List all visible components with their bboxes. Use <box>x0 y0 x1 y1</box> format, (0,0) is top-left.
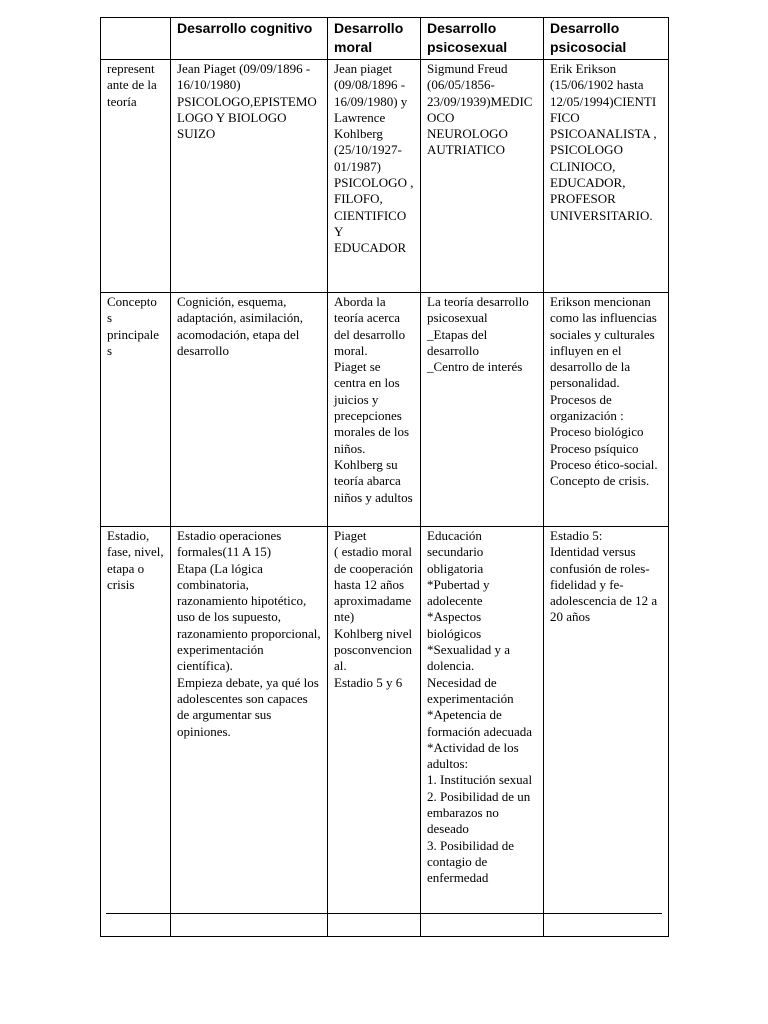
cell-text: Erik Erikson (15/06/1902 hasta 12/05/1994)CIENTIFICO PSICOANALISTA , PSICOLOGO CLINIOCO, EDUCADOR, PROFESOR UNIVERSITARIO. <box>550 61 657 223</box>
table-cell <box>171 293 328 527</box>
table-row <box>101 60 669 293</box>
table-cell <box>544 293 669 527</box>
cell-text: Jean Piaget (09/09/1896 - 16/10/1980) PSICOLOGO,EPISTEMOLOGO Y BIOLOGO SUIZO <box>177 61 317 142</box>
row-label-cell <box>101 60 171 293</box>
table-cell <box>328 527 421 937</box>
table-cell <box>544 527 669 937</box>
cell-text: Erikson mencionan como las influencias sociales y culturales influyen en el desarrollo de la personalidad. Procesos de organización : Proceso biológico Proceso psíquico Proceso ético-social. Concepto de crisis. <box>550 294 658 489</box>
header-cell-cognitivo: Desarrollo cognitivo <box>171 18 328 60</box>
cell-text: Jean piaget (09/08/1896 - 16/09/1980) y Lawrence Kohlberg (25/10/1927-01/1987) PSICOLOGO , FILOFO, CIENTIFICO Y EDUCADOR <box>334 61 414 256</box>
table-cell <box>328 293 421 527</box>
table-cell <box>171 60 328 293</box>
header-cell-moral: Desarrollo moral <box>328 18 421 60</box>
theories-table <box>100 17 669 937</box>
row-label-cell <box>101 293 171 527</box>
cell-text: Estadio, fase, nivel, etapa o crisis <box>107 528 164 592</box>
table-cell <box>328 60 421 293</box>
cell-text: Aborda la teoría acerca del desarrollo moral. Piaget se centra en los juicios y precepciones morales de los niños. Kohlberg su teoría abarca niños y adultos <box>334 294 413 505</box>
cell-text: Educación secundario obligatoria *Pubertad y adolecente *Aspectos biológicos *Sexualidad y a dolencia. Necesidad de experimentación *Apetencia de formación adecuada *Actividad de los adultos: 1. Institución sexual 2. Posibilidad de un embarazos no deseado 3. Posibilidad de contagio de enfermedad <box>427 528 533 886</box>
table-row <box>101 293 669 527</box>
header-cell-psicosexual: Desarrollo psicosexual <box>421 18 544 60</box>
cell-text: Estadio operaciones formales(11 A 15) Etapa (La lógica combinatoria, razonamiento hipotético, uso de los supuesto, razonamiento proporcional, experimentación científica). Empieza debate, ya qué los adolescentes son capaces de argumentar sus opiniones. <box>177 528 321 739</box>
cell-text: Cognición, esquema, adaptación, asimilación, acomodación, etapa del desarrollo <box>177 294 303 358</box>
cell-text: represent ante de la teoría <box>107 61 157 109</box>
table-cell <box>171 527 328 937</box>
header-cell-psicosocial: Desarrollo psicosocial <box>544 18 669 60</box>
cell-text: Piaget ( estadio moral de cooperación hasta 12 años aproximadamente) Kohlberg nivel posconvencional. Estadio 5 y 6 <box>334 528 414 690</box>
table-cell <box>421 60 544 293</box>
cell-text: Concepto s principale s <box>107 294 159 358</box>
bottom-rule <box>106 913 662 914</box>
cell-text: Estadio 5: Identidad versus confusión de roles-fidelidad y fe-adolescencia de 12 a 20 años <box>550 528 658 625</box>
table-cell <box>544 60 669 293</box>
header-row <box>101 18 669 60</box>
table-cell <box>421 293 544 527</box>
cell-text: Sigmund Freud (06/05/1856-23/09/1939)MEDICOCO NEUROLOGO AUTRIATICO <box>427 61 533 158</box>
header-cell-empty <box>101 18 171 60</box>
table-cell <box>421 527 544 937</box>
cell-text: La teoría desarrollo psicosexual _Etapas del desarrollo _Centro de interés <box>427 294 529 375</box>
table-row <box>101 527 669 937</box>
row-label-cell <box>101 527 171 937</box>
